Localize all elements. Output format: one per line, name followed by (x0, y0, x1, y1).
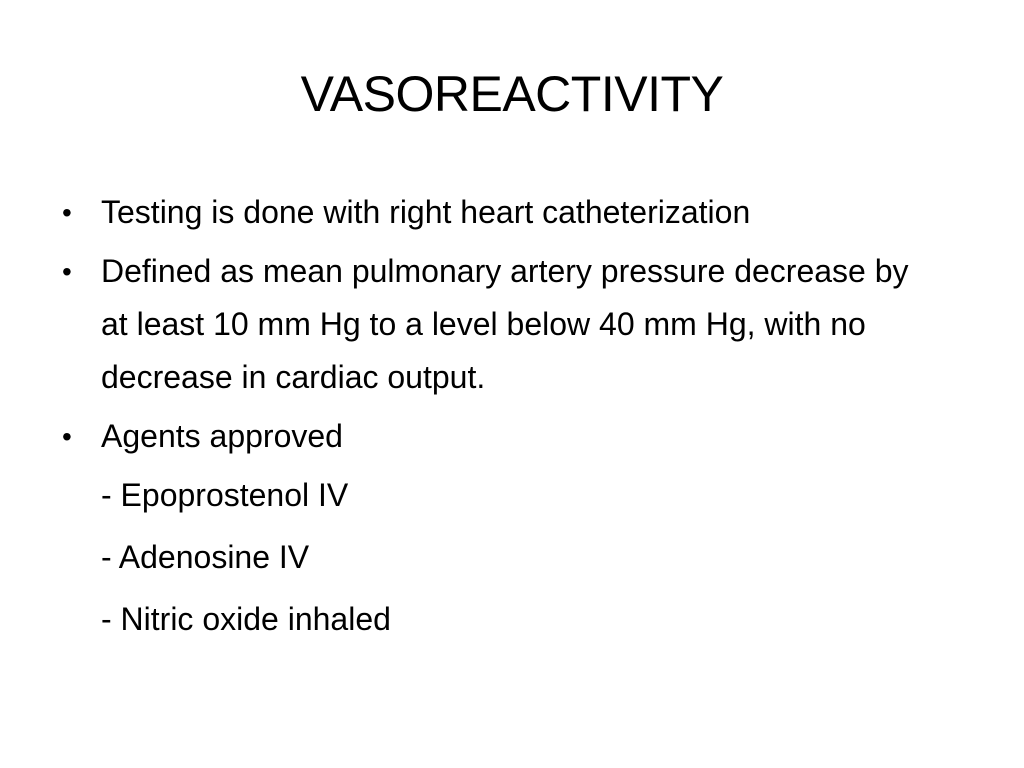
bullet-text: Agents approved (101, 418, 343, 454)
bullet-text: Testing is done with right heart catheterization (101, 194, 751, 230)
agent-item-nitric-oxide: - Nitric oxide inhaled (101, 601, 391, 637)
bullet-list (58, 186, 958, 463)
slide-content (58, 186, 958, 655)
slide-title: VASOREACTIVITY (300, 66, 724, 122)
bullet-icon: • (62, 197, 72, 228)
bullet-icon: • (62, 256, 72, 287)
bullet-text: Defined as mean pulmonary artery pressure decrease by at least 10 mm Hg to a level below 40 mm Hg, with no decrease in cardiac output. (101, 253, 909, 395)
agent-item-adenosine: - Adenosine IV (101, 539, 310, 575)
bullet-item-testing (58, 186, 958, 239)
bullet-icon: • (62, 421, 72, 452)
bullet-item-agents (58, 410, 958, 463)
agent-item-epoprostenol: - Epoprostenol IV (101, 477, 349, 513)
bullet-item-definition (58, 245, 958, 404)
